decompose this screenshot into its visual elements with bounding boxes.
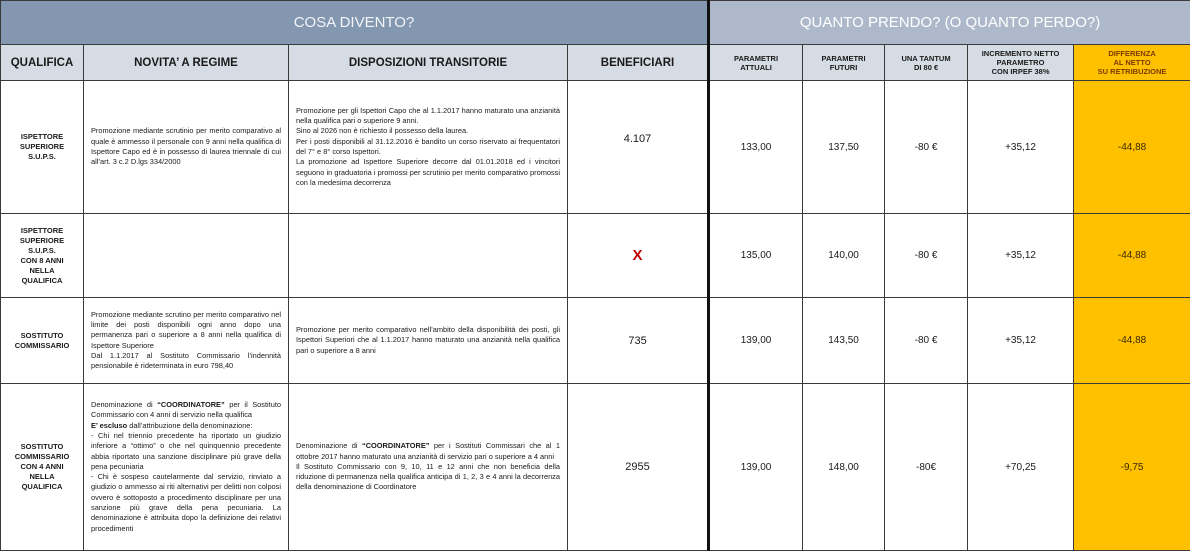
paragraph xyxy=(91,421,281,431)
cell-una-tantum: -80€ xyxy=(885,384,968,551)
cell-incremento: +35,12 xyxy=(968,81,1074,214)
text-run: Denominazione di xyxy=(296,441,362,451)
paragraph: Promozione per merito comparativo nell’ambito della disponibilità dei posti, gli Ispettori Superiori che al 1.1.2017 hanno maturato una anzianità nella qualifica pari o superiore a 8 anni xyxy=(296,325,560,355)
paragraph: Il Sostituto Commissario con 9, 10, 11 e 12 anni che non beneficia della riduzione di permanenza nella qualifica anticipa di 1, 2, 3 e 4 anni la decorrenza della denominazione di Coordinatore xyxy=(296,461,560,492)
cell-novita-empty xyxy=(84,214,289,298)
paragraph: Dal 1.1.2017 al Sostituto Commissario l’indennità pensionabile è rideterminata in euro 798,40 xyxy=(91,350,281,371)
paragraph: - Chi nel triennio precedente ha riportato un giudizio inferiore a “ottimo” o che nel quinquennio precedente abbia riportato una sanzione disciplinare più grave della pena pecuniaria xyxy=(91,430,281,471)
paragraph: Per i posti disponibili al 31.12.2016 è bandito un corso riservato ai frequentatori del 7° e 8° corso Ispettori. xyxy=(296,136,560,156)
paragraph: Sino al 2026 non è richiesto il possesso della laurea. xyxy=(296,126,469,136)
col-header-incremento xyxy=(968,45,1074,81)
cell-disposizioni-empty xyxy=(289,214,568,298)
header-line: ATTUALI xyxy=(740,62,772,72)
qualifica-line: COMMISSARIO xyxy=(14,452,70,461)
cell-una-tantum: -80 € xyxy=(885,298,968,384)
cell-beneficiari: 735 xyxy=(568,298,709,384)
qualifica-line: SUPERIORE xyxy=(19,142,65,151)
table-row xyxy=(1,214,1190,298)
cell-differenza: -44,88 xyxy=(1074,214,1190,298)
text-run: Denominazione di xyxy=(91,400,158,410)
col-header-una-tantum xyxy=(885,45,968,81)
header-line: CON IRPEF 38% xyxy=(991,67,1050,76)
col-header-parametri-futuri xyxy=(803,45,885,81)
paragraph: La promozione ad Ispettore Superiore decorre dal 01.01.2018 ed i vincitori seguono in graduatoria i promossi per scrutinio per merito comparativo promossi con la medesima decorrenza xyxy=(296,157,560,187)
cell-parametri-futuri: 137,50 xyxy=(803,81,885,214)
cell-differenza: -44,88 xyxy=(1074,81,1190,214)
cell-una-tantum: -80 € xyxy=(885,81,968,214)
qualifica-line: QUALIFICA xyxy=(21,482,63,491)
cell-novita xyxy=(84,298,289,384)
qualifica-line: ISPETTORE xyxy=(20,132,64,141)
title-band-row xyxy=(1,1,1190,45)
cell-novita xyxy=(84,81,289,214)
cell-differenza: -44,88 xyxy=(1074,298,1190,384)
cell-parametri-futuri: 140,00 xyxy=(803,214,885,298)
qualifica-line: CON 8 ANNI xyxy=(20,255,64,265)
cell-parametri-futuri: 143,50 xyxy=(803,298,885,384)
header-line: AL NETTO xyxy=(1113,58,1151,67)
cell-una-tantum: -80 € xyxy=(885,214,968,298)
escluso-label: E’ escluso xyxy=(91,420,128,430)
header-line: UNA TANTUM xyxy=(901,53,951,63)
header-line: DI 80 € xyxy=(913,62,939,72)
cell-qualifica xyxy=(1,81,84,214)
paragraph: Promozione mediante scrutino per merito comparativo nel limite dei posti disponibili ogni anno dopo una permanenza pari o superiore a 8 anni nella qualifica di Ispettore Superiore xyxy=(91,309,281,350)
qualifica-line: NELLA xyxy=(29,472,55,481)
cell-parametri-attuali: 133,00 xyxy=(709,81,803,214)
cell-disposizioni xyxy=(289,81,568,214)
cell-beneficiari xyxy=(568,214,709,298)
text-run: per i Sostituti Commissari che al 1 ottobre 2017 hanno maturato una anzianità di servizio pari o superiore a 4 anni xyxy=(296,441,560,461)
cell-novita xyxy=(84,384,289,551)
qualifica-line: S.U.P.S. xyxy=(28,245,56,255)
section-title-quanto-prendo: QUANTO PRENDO? (O QUANTO PERDO?) xyxy=(709,1,1190,45)
header-line: DIFFERENZA xyxy=(1108,49,1156,58)
cell-parametri-futuri: 148,00 xyxy=(803,384,885,551)
cell-differenza: -9,75 xyxy=(1074,384,1190,551)
qualifica-line: SOSTITUTO xyxy=(20,330,64,340)
table-row xyxy=(1,384,1190,551)
cell-parametri-attuali: 139,00 xyxy=(709,298,803,384)
cell-beneficiari: 2955 xyxy=(568,384,709,551)
qualifica-line: SOSTITUTO xyxy=(20,442,64,451)
paragraph xyxy=(91,400,281,421)
cell-qualifica xyxy=(1,384,84,551)
header-line: FUTURI xyxy=(829,62,858,72)
cell-disposizioni xyxy=(289,384,568,551)
col-header-beneficiari: BENEFICIARI xyxy=(568,45,709,81)
cell-incremento: +35,12 xyxy=(968,214,1074,298)
cell-incremento: +35,12 xyxy=(968,298,1074,384)
col-header-qualifica: QUALIFICA xyxy=(1,45,84,81)
paragraph: Promozione per gli Ispettori Capo che al 1.1.2017 hanno maturato una anzianità nella qualifica pari o superiore 9 anni. xyxy=(296,105,560,126)
cell-beneficiari: 4.107 xyxy=(568,81,709,214)
qualifica-line: NELLA xyxy=(29,265,55,275)
cell-parametri-attuali: 139,00 xyxy=(709,384,803,551)
section-title-cosa-divento: COSA DIVENTO? xyxy=(1,1,709,45)
qualifica-line: ISPETTORE xyxy=(20,225,64,235)
x-mark-icon: X xyxy=(632,247,643,264)
col-header-disposizioni: DISPOSIZIONI TRANSITORIE xyxy=(289,45,568,81)
coordinatore-label: “COORDINATORE” xyxy=(362,441,430,451)
cell-qualifica xyxy=(1,214,84,298)
cell-qualifica xyxy=(1,298,84,384)
cell-disposizioni xyxy=(289,298,568,384)
col-header-novita: NOVITA’ A REGIME xyxy=(84,45,289,81)
paragraph xyxy=(296,441,560,462)
paragraph: - Chi è sospeso cautelarmente dal servizio, rinviato a giudizio o ammesso ai riti alternativi per delitti non colposi ovvero è sottoposto a procedimento disciplinare per una sanzione più grave della pena pecuniaria. La denominazione è attribuita dopo la definizione dei relativi procedimenti xyxy=(91,472,281,533)
header-line: PARAMETRI xyxy=(821,53,866,63)
text-run: per il Sostituto Commissario con 4 anni di servizio nella qualifica xyxy=(91,400,281,420)
qualifica-line: SUPERIORE xyxy=(19,235,65,245)
text-run: dall’attribuzione della denominazione: xyxy=(127,420,253,430)
cell-parametri-attuali: 135,00 xyxy=(709,214,803,298)
header-line: PARAMETRO xyxy=(996,58,1045,67)
qualifica-line: COMMISSARIO xyxy=(14,340,70,350)
coordinatore-label: “COORDINATORE” xyxy=(157,400,225,410)
column-header-row xyxy=(1,45,1190,81)
table-row xyxy=(1,81,1190,214)
qualifica-line: S.U.P.S. xyxy=(28,152,56,161)
header-line: INCREMENTO NETTO xyxy=(981,49,1060,58)
header-line: SU RETRIBUZIONE xyxy=(1097,67,1167,76)
cell-incremento: +70,25 xyxy=(968,384,1074,551)
table-row xyxy=(1,298,1190,384)
qualifica-line: CON 4 ANNI xyxy=(20,462,64,471)
header-line: PARAMETRI xyxy=(734,53,779,63)
paragraph: Promozione mediante scrutinio per merito comparativo al quale è ammesso il personale con 9 anni nella qualifica di Ispettore Capo ed è in possesso di laurea triennale di cui all’art. 3 c.2 D.lgs 334/2000 xyxy=(91,126,281,167)
qualifica-line: QUALIFICA xyxy=(21,275,63,285)
col-header-differenza xyxy=(1074,45,1190,81)
col-header-parametri-attuali xyxy=(709,45,803,81)
